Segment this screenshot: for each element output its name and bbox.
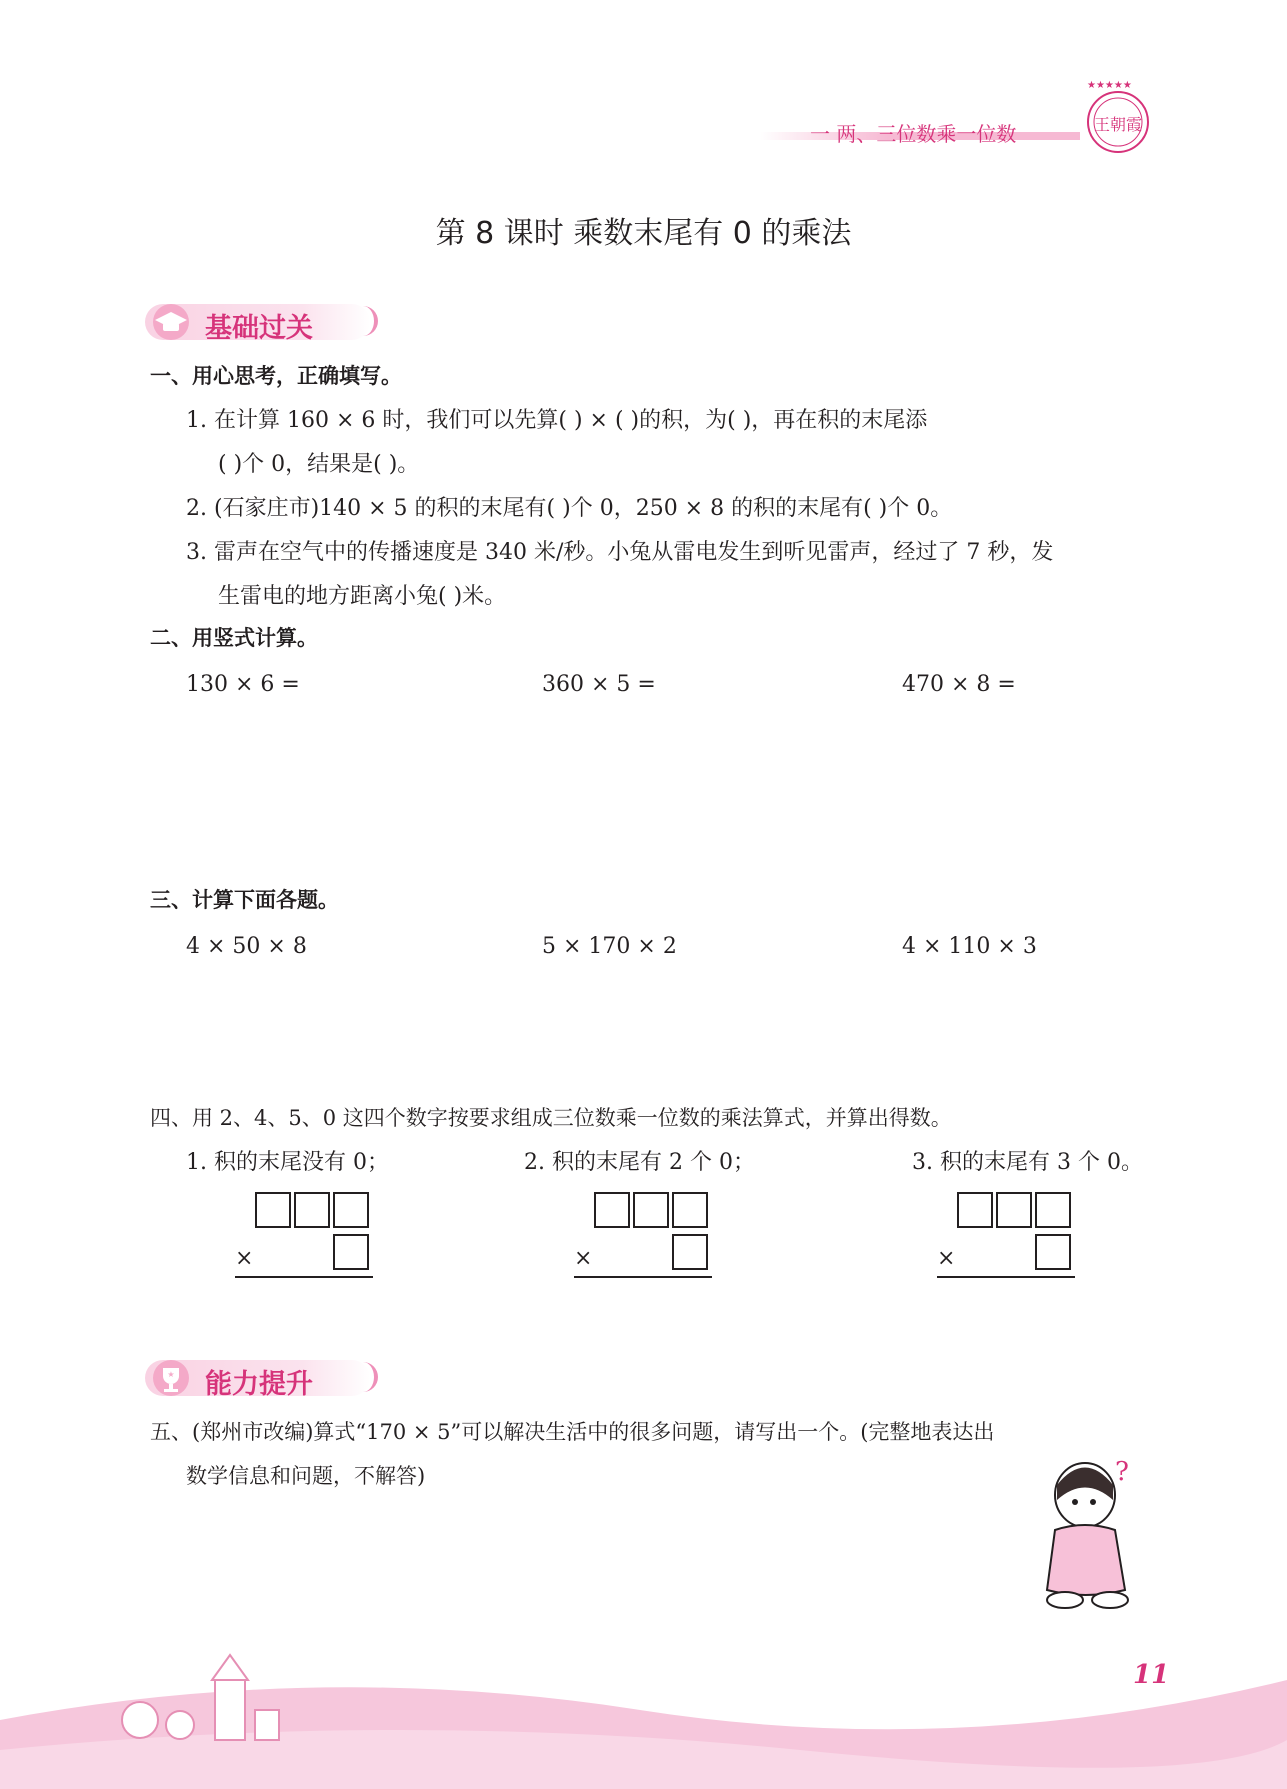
brand-logo-icon bbox=[1075, 78, 1161, 158]
q1-item3-line2: 生雷电的地方距离小兔( )米。 bbox=[218, 584, 507, 609]
chapter-header: 一 两、三位数乘一位数 bbox=[810, 122, 1017, 146]
svg-text:?: ? bbox=[1115, 1457, 1129, 1487]
digit-box[interactable] bbox=[333, 1192, 369, 1228]
q4-sub-3: 3. 积的末尾有 3 个 0。 bbox=[912, 1150, 1143, 1175]
section-ability bbox=[145, 1356, 385, 1400]
svg-text:★: ★ bbox=[167, 1370, 175, 1379]
q3-problem-3: 4 × 110 × 3 bbox=[902, 934, 1037, 959]
q4-answer-grid-3 bbox=[937, 1190, 1077, 1280]
q2-heading: 二、用竖式计算。 bbox=[150, 626, 318, 650]
digit-box[interactable] bbox=[294, 1192, 330, 1228]
q2-problem-1: 130 × 6 = bbox=[186, 672, 300, 697]
q5-line1: 五、(郑州市改编)算式“170 × 5”可以解决生活中的很多问题，请写出一个。(完整地表达出 bbox=[150, 1420, 995, 1444]
section-ability-label: 能力提升 bbox=[205, 1369, 313, 1400]
thinking-girl-illustration bbox=[1035, 1440, 1155, 1615]
answer-rule bbox=[574, 1276, 712, 1278]
q1-item2: 2. (石家庄市)140 × 5 的积的末尾有( )个 0，250 × 8 的积的末尾有( )个 0。 bbox=[186, 496, 953, 521]
digit-box[interactable] bbox=[633, 1192, 669, 1228]
digit-box[interactable] bbox=[594, 1192, 630, 1228]
q4-sub-2: 2. 积的末尾有 2 个 0； bbox=[524, 1150, 755, 1175]
digit-box[interactable] bbox=[333, 1234, 369, 1270]
q4-sub-1: 1. 积的末尾没有 0； bbox=[186, 1150, 389, 1175]
q4-heading: 四、用 2、4、5、0 这四个数字按要求组成三位数乘一位数的乘法算式，并算出得数。 bbox=[150, 1106, 952, 1130]
times-sign: × bbox=[574, 1246, 593, 1271]
digit-box[interactable] bbox=[996, 1192, 1032, 1228]
digit-box[interactable] bbox=[1035, 1234, 1071, 1270]
answer-rule bbox=[937, 1276, 1075, 1278]
digit-box[interactable] bbox=[672, 1234, 708, 1270]
q1-item1-line1: 1. 在计算 160 × 6 时，我们可以先算( ) × ( )的积，为( )，再在积的末尾添 bbox=[186, 408, 928, 433]
times-sign: × bbox=[235, 1246, 254, 1271]
digit-box[interactable] bbox=[255, 1192, 291, 1228]
times-sign: × bbox=[937, 1246, 956, 1271]
q1-heading: 一、用心思考，正确填写。 bbox=[150, 364, 402, 388]
q3-problem-1: 4 × 50 × 8 bbox=[186, 934, 307, 959]
q1-item1-line2: ( )个 0，结果是( )。 bbox=[218, 452, 420, 477]
section-basic-label: 基础过关 bbox=[205, 313, 313, 344]
section-basic bbox=[145, 300, 385, 344]
answer-rule bbox=[235, 1276, 373, 1278]
q3-heading: 三、计算下面各题。 bbox=[150, 888, 339, 912]
graduation-cap-icon bbox=[149, 302, 195, 342]
q2-problem-2: 360 × 5 = bbox=[542, 672, 656, 697]
logo-text: 王朝霞 bbox=[1093, 115, 1143, 134]
q1-item3-line1: 3. 雷声在空气中的传播速度是 340 米/秒。小兔从雷电发生到听见雷声，经过了 7 秒，发 bbox=[186, 540, 1054, 565]
q2-problem-3: 470 × 8 = bbox=[902, 672, 1016, 697]
page-number: 11 bbox=[1133, 1660, 1170, 1690]
digit-box[interactable] bbox=[957, 1192, 993, 1228]
page-title: 第 8 课时 乘数末尾有 0 的乘法 bbox=[435, 216, 852, 251]
trophy-icon bbox=[149, 1358, 195, 1398]
q4-answer-grid-2 bbox=[574, 1190, 714, 1280]
digit-box[interactable] bbox=[1035, 1192, 1071, 1228]
q5-line2: 数学信息和问题，不解答) bbox=[186, 1464, 426, 1488]
svg-text:★★★★★: ★★★★★ bbox=[1087, 80, 1132, 91]
digit-box[interactable] bbox=[672, 1192, 708, 1228]
footer-decoration bbox=[0, 1600, 1287, 1789]
q3-problem-2: 5 × 170 × 2 bbox=[542, 934, 677, 959]
q4-answer-grid-1 bbox=[235, 1190, 375, 1280]
